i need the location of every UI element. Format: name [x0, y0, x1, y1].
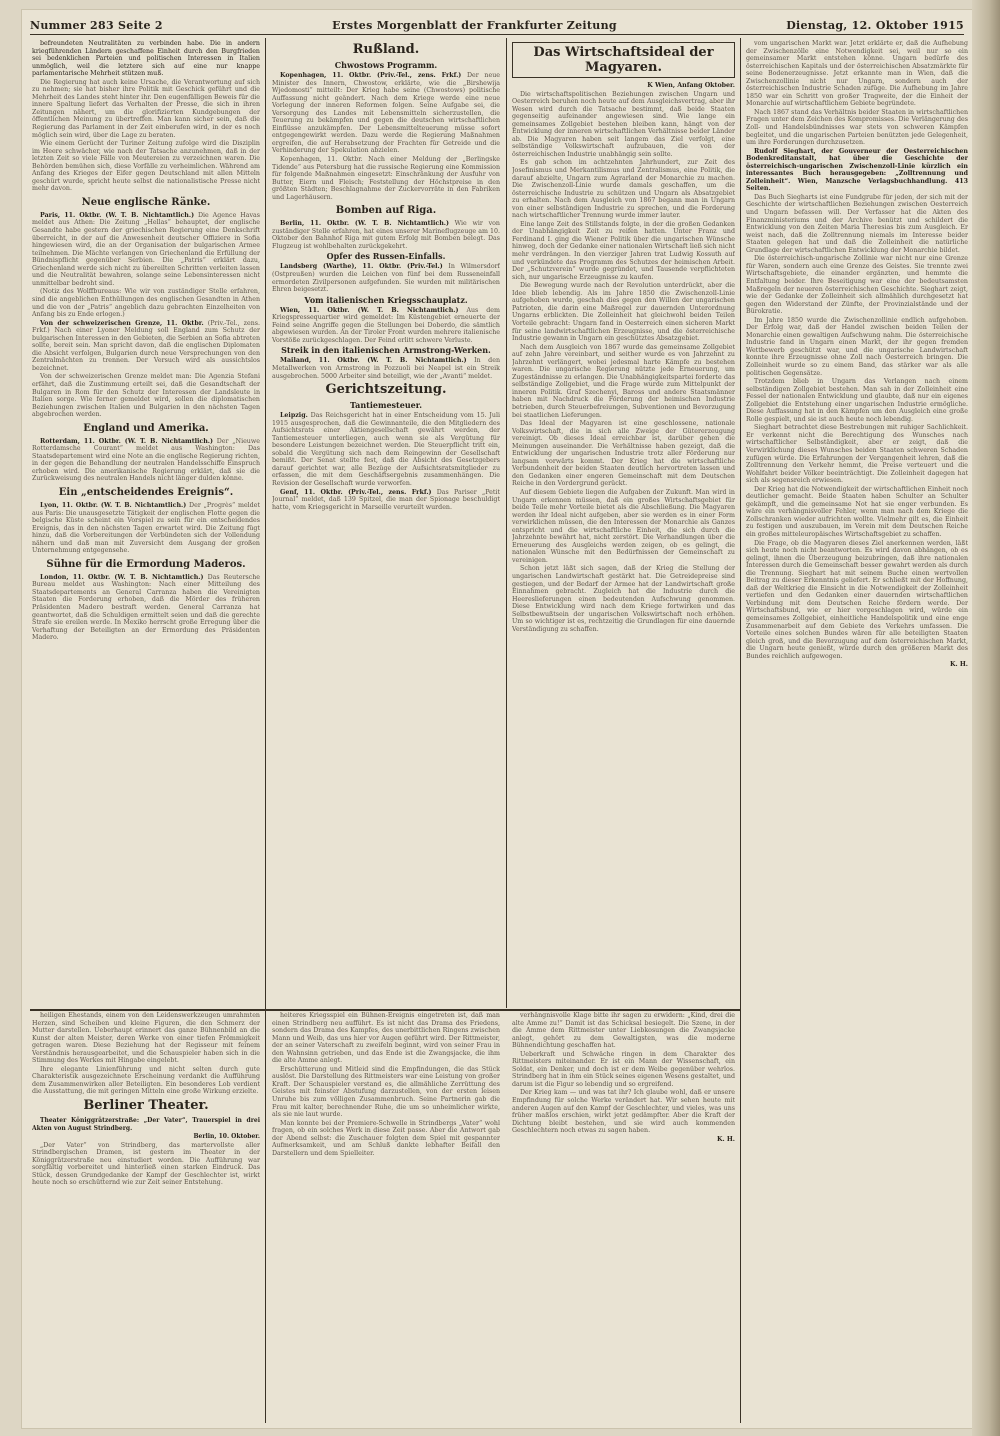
dateline: Kopenhagen, 11. Oktbr. (Priv.-Tel., zens. Frkf.): [280, 72, 462, 79]
article-intro: befreundeten Neutralitäten zu verbinden habe. Die in andern kriegführenden Ländern geschaffene Einheit durch den Burgfrieden sei bedenklichen Parteien und politischen Interessen in Italien unmöglich, weil die letztere sich auf eine nur knappe parlamentarische Mehrheit stützen muß.: [32, 40, 260, 78]
dateline: Genf, 11. Oktbr. (Priv.-Tel., zens. Frkf.): [280, 488, 432, 496]
subhead-armstrong-streik: Streik in den italienischen Armstrong-Werken.: [281, 345, 491, 356]
dateline: K Wien, Anfang Oktober.: [647, 82, 735, 89]
dateline: Wien, 11. Oktbr. (W. T. B. Nichtamtlich.): [280, 306, 459, 314]
column-1: befreundeten Neutralitäten zu verbinden habe. Die in andern kriegführenden Ländern geschaffene Einheit durch den Burgfrieden sei bedenklichen Parteien und politischen Interessen in Italien unmöglich, weil die letztere sich auf eine nur knappe parlamentarische Mehrheit stützen muß. Die Regierung hat auch keine Ursache, die Verantwortung auf sich zu nehmen; sie hat bisher ihre Politik mit Geschick geführt und die Mehrheit des Landes steht hinter ihr. Den eugenfälligen Beweis für die innere Spaltung liefert das Verhalten der Presse, die sich in ihren Zeitungen nähert, um die glorifizierten Kundgebungen der öffentlichen Meinung zu übertreffen. Man kann sicher sein, daß die Regierung das Parlament in der Zeit einberufen wird, in der es noch möglich sein wird, über die Lage zu beraten. Wie einem Gerücht der Turiner Zeitung zufolge wird die Disziplin im Heere schwächer, wie nach der Tatsache anzunehmen, daß in der letzten Zeit so viele Fälle von Meutereien zu verzeichnen waren. Die Behörden bemühen sich, diese Vorfälle zu verheimlichen. Während am Anfang des Krieges der Eifer gegen Deutschland mit allen Mitteln geschürt wurde, spricht heute selbst die nationalistische Presse nicht mehr davon. Neue englische Ränke. Paris, 11. Oktbr. (W. T. B. Nichtamtlich.) Die Agence Havas meldet aus Athen: Die Zeitung „Hellas“ behauptet, der englische Gesandte habe gestern der griechischen Regierung eine Denkschrift überreicht, in der auf die Anwesenheit deutscher Offiziere in Sofia hingewiesen wird, die an der Organisation der bulgarischen Armee teilnehmen. Die Mächte verlangen von Griechenland die Erfüllung der Bündnispflicht gegenüber Serbien. Die „Patris“ erklärt dazu, Griechenland werde sich nicht zu übereilten Schritten verleiten lassen und die Neutralität bewahren, solange seine Lebensinteressen nicht unmittelbar bedroht sind. (Notiz des Wolffbureaus: Wie wir von zuständiger Stelle erfahren, sind die angeblichen Enthüllungen des englischen Gesandten in Athen und die von der „Patris“ angeblich dazu gebrachten Einzelheiten von Anfang bis zu Ende erlogen.) Von der schweizerischen Grenze, 11. Oktbr. (Priv.-Tel., zens. Frkf.) Nach einer Lyoner Meldung soll England zum Schutz der bulgarischen Interessen in den Gebieten, die Serbien an Sofia abtreten sollte, bereit sein. Man spricht davon, daß die englischen Diplomaten die Absicht verfolgen, Bulgarien durch neue Versprechungen von den Zentralmächten zu trennen. Der Versuch wird als aussichtslos bezeichnet. Von der schweizerischen Grenze meldet man: Die Agenzia Stefani erfährt, daß die Zustimmung erteilt sei, daß die Gesandtschaft der Bulgaren in Rom für den Schutz der Interessen der Landsleute in Italien sorge. Wie ferner gemeldet wird, sollen die diplomatischen Beziehungen zwischen Italien und Bulgarien in den nächsten Tagen abgebrochen werden. England und Amerika. Rotterdam, 11. Oktbr. (W. T. B. Nichtamtlich.) Der „Nieuwe Rotterdamsche Courant“ meldet aus Washington: Das Staatsdepartement wird eine Note an die englische Regierung richten, in der gegen die Behandlung der neutralen Handelsschiffe Einspruch erhoben wird. Die amerikanische Regierung erklärt, daß sie die Zurückweisung des neutralen Handels nicht länger dulden könne. Ein „entscheidendes Ereignis“. Lyon, 11. Oktbr. (W. T. B. Nichtamtlich.) Der „Progrès“ meldet aus Paris: Die unausgesetzte Tätigkeit der englischen Flotte gegen die belgische Küste scheint ein Vorspiel zu sein für ein entscheidendes Ereignis, das in den nächsten Tagen erwartet wird. Die Zeitung fügt hinzu, daß die Vorbereitungen der Verbündeten sich der Vollendung nähern und daß man mit Zuversicht dem Ausgang der großen Unternehmung entgegensehe. Sühne für die Ermordung Maderos. London, 11. Oktbr. (W. T. B. Nichtamtlich.) Das Reutersche Bureau meldet aus Washington: Nach einer Mitteilung des Staatsdepartements an General Carranza haben die Vereinigten Staaten die Forderung erhoben, daß die Mörder des früheren Präsidenten Madero bestraft werden. General Carranza hat geantwortet, daß die Schuldigen ermittelt seien und daß die gerechte Strafe sie ereilen werde. In Mexiko herrscht große Erregung über die Verhaftung der Beteiligten an der Ermordung des Präsidenten Madero.: [32, 40, 260, 642]
headline-england-amerika: England und Amerika.: [83, 422, 209, 434]
headline-wirtschaftsideal: Das Wirtschaftsideal der Magyaren.: [512, 42, 735, 78]
header-date: Dienstag, 12. Oktober 1915: [786, 18, 964, 32]
column-4: vom ungarischen Markt war. Jetzt erklärte er, daß die Aufhebung der Zwischenzölle eine Notwendigkeit sei, weil nur so ein gemeinsamer Markt entstehen könne. Ungarn bedürfe des österreichischen Kapitals und der österreichischen Absatzmärkte für seine Bodenerzeugnisse. Jetzt erkannte man in Wien, daß die Zwischenzollinie nicht nur Ungarn, sondern auch der österreichischen Industrie Schaden zufüge. Die Aufhebung im Jahre 1850 war ein Schritt von großer Tragweite, der die Einheit der Monarchie auf wirtschaftlichem Gebiete begründete. Nach 1867 stand das Verhältnis beider Staaten in wirtschaftlichen Fragen unter dem Zeichen des Kompromisses. Die Verlängerung des Zoll- und Handelsbündnisses war stets von schweren Kämpfen begleitet, und die ungarischen Parteien benützten jede Gelegenheit, um ihre Forderungen durchzusetzen. Rudolf Sieghart, der Gouverneur der Oesterreichischen Bodenkreditanstalt, hat über die Geschichte der österreichisch-ungarischen Zwischenzoll-Linie kürzlich ein interessantes Buch herausgegeben: „Zolltrennung und Zolleinheit“. Wien, Manzsche Verlagsbuchhandlung. 413 Seiten. Das Buch Siegharts ist eine Fundgrube für jeden, der sich mit der Geschichte der wirtschaftlichen Beziehungen zwischen Oesterreich und Ungarn befassen will. Der Verfasser hat die Akten des Finanzministeriums und der Archive benützt und schildert die Entwicklung von den Zeiten Maria Theresias bis zum Ausgleich. Er weist nach, daß die Zolltrennung niemals im Interesse beider Staaten gelegen hat und daß die Zolleinheit die natürliche Grundlage der wirtschaftlichen Entwicklung der Monarchie bildet. Die österreichisch-ungarische Zollinie war nicht nur eine Grenze für Waren, sondern auch eine Grenze des Geistes. Sie trennte zwei Wirtschaftsgebiete, die einander ergänzten, und hemmte die Entfaltung beider. Ihre Beseitigung war eine der bedeutsamsten Maßregeln der neueren österreichischen Geschichte. Sieghart zeigt, wie der Gedanke der Zolleinheit sich allmählich durchgesetzt hat gegen den Widerstand der Zünfte, der Provinzialstände und der Bürokratie. Im Jahre 1850 wurde die Zwischenzollinie endlich aufgehoben. Der Erfolg war, daß der Handel zwischen beiden Teilen der Monarchie einen gewaltigen Aufschwung nahm. Die österreichische Industrie fand in Ungarn einen Markt, der ihr gegen fremden Wettbewerb geschützt war, und die ungarische Landwirtschaft konnte ihre Erzeugnisse ohne Zoll nach Oesterreich bringen. Die Zolleinheit wurde so zu einem Band, das stärker war als alle politischen Gegensätze. Trotzdem blieb in Ungarn das Verlangen nach einem selbständigen Zollgebiet bestehen. Man sah in der Zolleinheit eine Fessel der nationalen Entwicklung und glaubte, daß nur ein eigenes Zollgebiet die Entstehung einer ungarischen Industrie ermögliche. Diese Auffassung hat in den Kämpfen um den Ausgleich eine große Rolle gespielt, und sie ist auch heute noch lebendig. Sieghart betrachtet diese Bestrebungen mit ruhiger Sachlichkeit. Er verkennt nicht die Berechtigung des Wunsches nach wirtschaftlicher Selbständigkeit, aber er zeigt, daß die Verwirklichung dieses Wunsches beiden Staaten schweren Schaden zufügen würde. Die Erfahrungen der Vergangenheit lehren, daß die Zolltrennung den Verkehr hemmt, die Preise verteuert und die Wohlfahrt beider Völker beeinträchtigt. Die Zolleinheit dagegen hat sich als segensreich erwiesen. Der Krieg hat die Notwendigkeit der wirtschaftlichen Einheit noch deutlicher gemacht. Beide Staaten haben Schulter an Schulter gekämpft, und die gemeinsame Not hat sie enger verbunden. Es wäre ein verhängnisvoller Fehler, wenn man nach dem Kriege die Zollschranken wieder aufrichten wollte. Vielmehr gilt es, die Einheit zu festigen und auszubauen, im Verein mit dem Deutschen Reiche ein großes mitteleuropäisches Wirtschaftsgebiet zu schaffen. Die Frage, ob die Magyaren dieses Ziel anerkennen werden, läßt sich heute noch nicht beantworten. Es wird davon abhängen, ob es gelingt, ihnen die Überzeugung beizubringen, daß ihre nationalen Interessen durch die Gemeinschaft besser gewahrt werden als durch die Trennung. Sieghart hat mit seinem Buche einen wertvollen Beitrag zu dieser Erkenntnis geliefert. Er schließt mit der Hoffnung, daß der Weltkrieg die Einsicht in die Notwendigkeit der Zolleinheit vertiefen und den Gedanken einer dauernden wirtschaftlichen Verbindung mit dem Deutschen Reiche fördern werde. Der Wirtschaftsbund, wie er hier vorgeschlagen wird, würde ein gemeinsames Zollgebiet, einheitliche Handelspolitik und eine enge Zusammenarbeit auf dem Gebiete des Verkehrs umfassen. Die Vorteile eines solchen Bundes wären für alle beteiligten Staaten gleich groß, und die Bevorzugung auf dem österreichischen Markt, die Ungarn heute genießt, würde durch den größeren Markt des Bundes reichlich aufgewogen. K. H.: [746, 40, 968, 669]
dateline: Leipzig.: [280, 412, 308, 420]
feuilleton-signature: K. H.: [717, 1135, 735, 1143]
header-page-number: Nummer 283 Seite 2: [30, 18, 163, 32]
subhead-tantiemesteuer: Tantiemesteuer.: [349, 400, 423, 411]
column-2: Rußland. Chwostows Programm. Kopenhagen, 11. Oktbr. (Priv.-Tel., zens. Frkf.) Der neue Minister des Innern, Chwostow, erklärte, wie die „Birshewija Wjedomosti“ mitteilt: Der Krieg habe seine (Chwostows) politische Auffassung nicht geändert. Nach dem Kriege werde eine neue Vorlegung der inneren Reformen folgen. Seine Aufgabe sei, die Versorgung des Landes mit Lebensmitteln sicherzustellen, die Teuerung zu bekämpfen und gegen die deutschen wirtschaftlichen Einflüsse anzukämpfen. Der Lebensmittelteuerung müsse sofort entgegengewirkt werden. Dazu werde die Regierung Maßnahmen ergreifen, die auf Herabsetzung der Frachten für Getreide und die Verhinderung der Spekulation abzielen. Kopenhagen, 11. Oktbr. Nach einer Meldung der „Berlingske Tidende“ aus Petersburg hat die russische Regierung eine Kommission für folgende Maßnahmen eingesetzt: Einschränkung der Ausfuhr von Butter, Eiern und Fleisch; Feststellung der Höchstpreise in den größten Städten; Beschlagnahme der Zuckervorräte in den Fabriken und Lagerhäusern. Bomben auf Riga. Berlin, 11. Oktbr. (W. T. B. Nichtamtlich.) Wie wir von zuständiger Stelle erfahren, hat eines unserer Marineflugzeuge am 10. Oktober den Bahnhof Riga mit gutem Erfolg mit Bomben belegt. Das Flugzeug ist wohlbehalten zurückgekehrt. Opfer des Russen-Einfalls. Landsberg (Warthe), 11. Oktbr. (Priv.-Tel.) In Wilmersdorf (Ostpreußen) wurden die Leichen von fünf bei dem Russeneinfall ermordeten Zivilpersonen aufgefunden. Sie wurden mit militärischen Ehren beigesetzt. Vom italienischen Kriegsschauplatz. Wien, 11. Oktbr. (W. T. B. Nichtamtlich.) Aus dem Kriegspressequartier wird gemeldet: Im Küstengebiet erneuerte der Feind seine Angriffe gegen die Stellungen bei Doberdo, die sämtlich abgewiesen wurden. An der Tiroler Front wurden mehrere italienische Vorstöße zurückgeschlagen. Der Feind erlitt schwere Verluste. Streik in den italienischen Armstrong-Werken. Mailand, 11. Oktbr. (W. T. B. Nichtamtlich.) In den Metallwerken von Armstrong in Pozzuoli bei Neapel ist ein Streik ausgebrochen. 5000 Arbeiter sind beteiligt, wie der „Avanti“ meldet. Gerichtszeitung. Tantiemesteuer. Leipzig. Das Reichsgericht hat in einer Entscheidung vom 15. Juli 1915 ausgesprochen, daß die Gewinnanteile, die den Mitgliedern des Aufsichtsrats einer Aktiengesellschaft gewährt werden, der Tantiemesteuer unterliegen, auch wenn sie als Vergütung für besondere Leistungen bezeichnet werden. Die Steuerpflicht tritt ein, sobald die Vergütung sich nach dem Reingewinn der Gesellschaft bemißt. Der Senat stellte fest, daß die Absicht des Gesetzgebers darauf gerichtet war, alle Bezüge der Aufsichtsratsmitglieder zu erfassen, die mit dem Geschäftsergebnis zusammenhängen. Die Revision der Gesellschaft wurde verworfen. Genf, 11. Oktbr. (Priv.-Tel., zens. Frkf.) Das Pariser „Petit Journal“ meldet, daß 139 Spitzel, die man der Spionage beschuldigt hatte, vom Kriegsgericht in Marseille verurteilt wurden.: [272, 42, 500, 511]
subhead-opfer-russen-einfalls: Opfer des Russen-Einfalls.: [326, 251, 446, 262]
page-header: [30, 16, 964, 35]
theater-subhead: Theater Königgrätzerstraße: „Der Vater“, Trauerspiel in drei Akten von August Strindberg.: [32, 1117, 260, 1132]
column-rule: [506, 38, 507, 1008]
headline-suehne-madero: Sühne für die Ermordung Maderos.: [46, 558, 246, 570]
headline-neue-englische-raenke: Neue englische Ränke.: [81, 196, 211, 208]
headline-russland: Rußland.: [352, 42, 420, 57]
dateline: Rotterdam, 11. Oktbr. (W. T. B. Nichtamtlich.): [40, 437, 213, 445]
dateline: Mailand, 11. Oktbr. (W. T. B. Nichtamtlich.): [280, 357, 467, 365]
column-rule: [265, 38, 266, 1423]
feuilleton-column-1: heiligen Ehestands, einem von den Leidenswerkzeugen umrahmten Herzen, sind Scheiben und kleine Figuren, die den Schmerz der Mutter darstellen. Ueberhaupt erinnert das ganze Bühnenbild an die Kunst der alten Meister, deren Werke von einer tiefen Frömmigkeit getragen waren. Diese Beziehung hat der Regisseur mit feinem Verständnis herausgearbeitet, und die Schauspieler haben sich in die Stimmung des Werkes mit Hingabe eingelebt. Ihre elegante Linienführung und nicht selten durch gute Charakteristik ausgezeichnete Erscheinung verdankt die Aufführung dem Zusammenwirken aller Beteiligten. Ein besonderes Lob verdient die Ausstattung, die mit geringen Mitteln eine große Wirkung erzielte. Berliner Theater. Theater Königgrätzerstraße: „Der Vater“, Trauerspiel in drei Akten von August Strindberg. Berlin, 10. Oktober. „Der Vater“ von Strindberg, das martervollste aller Strindbergischen Dramen, ist gestern im Theater in der Königgrätzerstraße neu einstudiert worden. Die Aufführung war sorgfältig vorbereitet und hinterließ einen starken Eindruck. Das Stück, dessen Grundgedanke der Kampf der Geschlechter ist, wirkt heute noch so erschütternd wie zur Zeit seiner Entstehung.: [32, 1012, 260, 1187]
newspaper-page: [22, 10, 972, 1428]
headline-gerichtszeitung: Gerichtszeitung.: [325, 382, 447, 398]
headline-berliner-theater: Berliner Theater.: [83, 1098, 209, 1114]
headline-entscheidendes-ereignis: Ein „entscheidendes Ereignis“.: [58, 486, 234, 498]
subhead-chwostows-programm: Chwostows Programm.: [334, 60, 438, 70]
column-4-signature: K. H.: [950, 661, 968, 669]
dateline: Von der schweizerischen Grenze, 11. Oktbr.: [40, 319, 204, 327]
theater-dateline: Berlin, 10. Oktober.: [193, 1133, 260, 1141]
dateline: Landsberg (Warthe), 11. Oktbr. (Priv.-Tel.): [280, 263, 443, 271]
dateline: London, 11. Oktbr. (W. T. B. Nichtamtlich.): [40, 573, 204, 581]
feuilleton-column-2: heiteres Kriegsspiel ein Bühnen-Ereignis eingetreten ist, daß man einen Strindberg neu aufführt. Es ist nicht das Drama des Friedens, sondern das Drama des Kampfes, des unerbittlichen Ringens zwischen Mann und Weib, das uns hier vor Augen geführt wird. Der Rittmeister, der an seiner Vaterschaft zu zweifeln beginnt, wird von seiner Frau in den Wahnsinn getrieben, und das Ende ist die Zwangsjacke, die ihm die alte Amme anlegt. Erschütterung und Mitleid sind die Empfindungen, die das Stück auslöst. Die Darstellung des Rittmeisters war eine Leistung von großer Kraft. Der Schauspieler verstand es, die allmähliche Zerrüttung des Geistes mit feinster Abstufung darzustellen, von der ersten leisen Unruhe bis zum völligen Zusammenbruch. Seine Partnerin gab die Frau mit kalter, berechnender Ruhe, die um so unheimlicher wirkte, als sie nie laut wurde. Man konnte bei der Premiere-Schwelle in Strindbergs „Vater“ wohl fragen, ob ein solches Werk in diese Zeit passe. Aber die Antwort gab der Abend selbst: die Zuschauer folgten dem Spiel mit gespannter Aufmerksamkeit, und am Schluß dankte lebhafter Beifall den Darstellern und dem Spielleiter.: [272, 1012, 500, 1157]
headline-bomben-riga: Bomben auf Riga.: [335, 205, 437, 217]
binding-edge: [972, 0, 1000, 1436]
dateline: Lyon, 11. Oktbr. (W. T. B. Nichtamtlich.): [40, 501, 187, 509]
dateline: Berlin, 11. Oktbr. (W. T. B. Nichtamtlich.): [280, 220, 449, 228]
header-masthead: Erstes Morgenblatt der Frankfurter Zeitung: [332, 18, 617, 32]
column-rule: [740, 38, 741, 1423]
feuilleton-column-3: verhängnisvolle Klage bitte ihr sagen zu erwidern: „Kind, drei die alte Amme zu!“ Damit ist das Schicksal besiegelt. Die Szene, in der die Amme dem Rittmeister unter Liebkosungen die Zwangsjacke anlegt, gehört zu dem Gewaltigsten, was die moderne Bühnendichtung geschaffen hat. Ueberkraft und Schwäche ringen in dem Charakter des Rittmeisters miteinander. Er ist ein Mann der Wissenschaft, ein Soldat, ein Denker, und doch ist er dem Weibe gegenüber wehrlos. Strindberg hat in ihm ein Stück seines eigenen Wesens gestaltet, und darum ist die Figur so lebendig und so ergreifend. Der Krieg kam — und was tat ihr? Ich glaube wohl, daß er unsere Empfindung für solche Werke verändert hat. Wir sehen heute mit anderen Augen auf den Kampf der Geschlechter, und vieles, was uns früher maßlos erschien, wirkt jetzt gedämpfter. Aber die Kraft der Dichtung bleibt bestehen, und sie wird auch kommenden Geschlechtern noch etwas zu sagen haben. K. H.: [512, 1012, 735, 1143]
subhead-italienischer-kriegsschauplatz: Vom italienischen Kriegsschauplatz.: [304, 294, 468, 305]
author-note: Rudolf Sieghart, der Gouverneur der Oesterreichischen Bodenkreditanstalt, hat über die Geschichte der österreichisch-ungarischen Zwischenzoll-Linie kürzlich ein interessantes Buch herausgegeben: „Zolltrennung und Zolleinheit“. Wien, Manzsche Verlagsbuchhandlung. 413 Seiten.: [746, 147, 968, 193]
dateline: Paris, 11. Oktbr. (W. T. B. Nichtamtlich.): [40, 211, 195, 219]
column-3: Das Wirtschaftsideal der Magyaren. K Wien, Anfang Oktober. Die wirtschaftspolitischen Beziehungen zwischen Ungarn und Oesterreich beruhen noch heute auf dem Ausgleichsvertrag, aber ihr Wesen wird durch die Tatsache bestimmt, daß beide Staaten gegenseitig aufeinander angewiesen sind. Wie lange ein gemeinsames Zollgebiet bestehen bleiben kann, hängt von der Entwicklung der inneren wirtschaftlichen Verhältnisse beider Länder ab. Die Magyaren haben seit langem das Ziel verfolgt, eine selbständige Volkswirtschaft aufzubauen, die von der österreichischen Industrie unabhängig sein sollte. Es gab schon im achtzehnten Jahrhundert, zur Zeit des Josefinismus und Merkantilismus und Zentralismus, eine Politik, die darauf abzielte, Ungarn zum Agrarland der Monarchie zu machen. Die Zwischenzoll-Linie wurde damals geschaffen, um die österreichische Industrie zu schützen und Ungarn als Absatzgebiet zu erhalten. Nach dem Ausgleich von 1867 begann man in Ungarn von einer selbständigen Industrie zu sprechen, und die Forderung nach wirtschaftlicher Trennung wurde immer lauter. Eine lange Zeit des Stillstands folgte, in der die großen Gedanken der Unabhängigkeit Zeit zu reifen hatten. Unter Franz und Ferdinand I. ging die Wiener Politik über die ungarischen Wünsche hinweg, doch der Gedanke einer nationalen Wirtschaft ließ sich nicht mehr verdrängen. In den vierziger Jahren trat Ludwig Kossuth auf und verkündete das Programm des Schutzes der heimischen Arbeit. Der „Schutzverein“ wurde gegründet, und Tausende verpflichteten sich, nur ungarische Erzeugnisse zu kaufen. Die Bewegung wurde nach der Revolution unterdrückt, aber die Idee blieb lebendig. Als im Jahre 1850 die Zwischenzoll-Linie aufgehoben wurde, geschah dies gegen den Willen der ungarischen Patrioten, die darin eine Maßregel zur dauernden Unterordnung Ungarns erblickten. Die Zolleinheit hat gleichwohl beiden Teilen Vorteile gebracht: Ungarn fand in Oesterreich einen sicheren Markt für seine landwirtschaftlichen Erzeugnisse, und die österreichische Industrie gewann in Ungarn ein geschütztes Absatzgebiet. Nach dem Ausgleich von 1867 wurde das gemeinsame Zollgebiet auf zehn Jahre vereinbart, und seither wurde es von Jahrzehnt zu Jahrzehnt verlängert, wobei jedesmal harte Kämpfe zu bestehen waren. Die ungarische Regierung nützte jede Erneuerung, um Zugeständnisse zu erlangen. Die Unabhängigkeitspartei forderte das selbständige Zollgebiet, und die Frage wurde zum Mittelpunkt der inneren Politik. Graf Szechenyi, Baross und andere Staatsmänner haben mit Nachdruck die Förderung der heimischen Industrie betrieben, durch Steuerbefreiungen, Subventionen und Bevorzugung bei staatlichen Lieferungen. Das Ideal der Magyaren ist eine geschlossene, nationale Volkswirtschaft, die in sich alle Zweige der Gütererzeugung vereinigt. Ob dieses Ideal erreichbar ist, darüber gehen die Meinungen auseinander. Die Verhältnisse haben gezeigt, daß die Entwicklung der ungarischen Industrie trotz aller Förderung nur langsam vorwärts kommt. Der Krieg hat die wirtschaftliche Verbundenheit der beiden Staaten deutlich hervortreten lassen und den Gedanken einer engeren Gemeinschaft mit dem Deutschen Reiche in den Vordergrund gerückt. Auf diesem Gebiete liegen die Aufgaben der Zukunft. Man wird in Ungarn erkennen müssen, daß ein großes Wirtschaftsgebiet für beide Teile mehr Vorteile bietet als die Abschließung. Die Magyaren werden ihr Ideal nicht aufgeben, aber sie werden es in einer Form verwirklichen müssen, die den Interessen der Monarchie als Ganzes entspricht und die wirtschaftliche Einheit, die sich durch die Jahrzehnte bewährt hat, nicht zerstört. Die Verhandlungen über die Erneuerung des Ausgleichs werden zeigen, ob es gelingt, die nationalen Wünsche mit den Bedürfnissen der Gemeinschaft zu vereinigen. Schon jetzt läßt sich sagen, daß der Krieg die Stellung der ungarischen Landwirtschaft gestärkt hat. Die Getreidepreise sind gestiegen, und der Bedarf der Armee hat der Landwirtschaft große Einnahmen gebracht. Zugleich hat die Industrie durch die Heereslieferungen einen bedeutenden Aufschwung genommen. Diese Entwicklung wird nach dem Kriege fortwirken und das Selbstbewußtsein der ungarischen Volkswirtschaft noch erhöhen. Um so wichtiger ist es, rechtzeitig die Grundlagen für eine dauernde Verständigung zu schaffen.: [512, 40, 735, 1420]
